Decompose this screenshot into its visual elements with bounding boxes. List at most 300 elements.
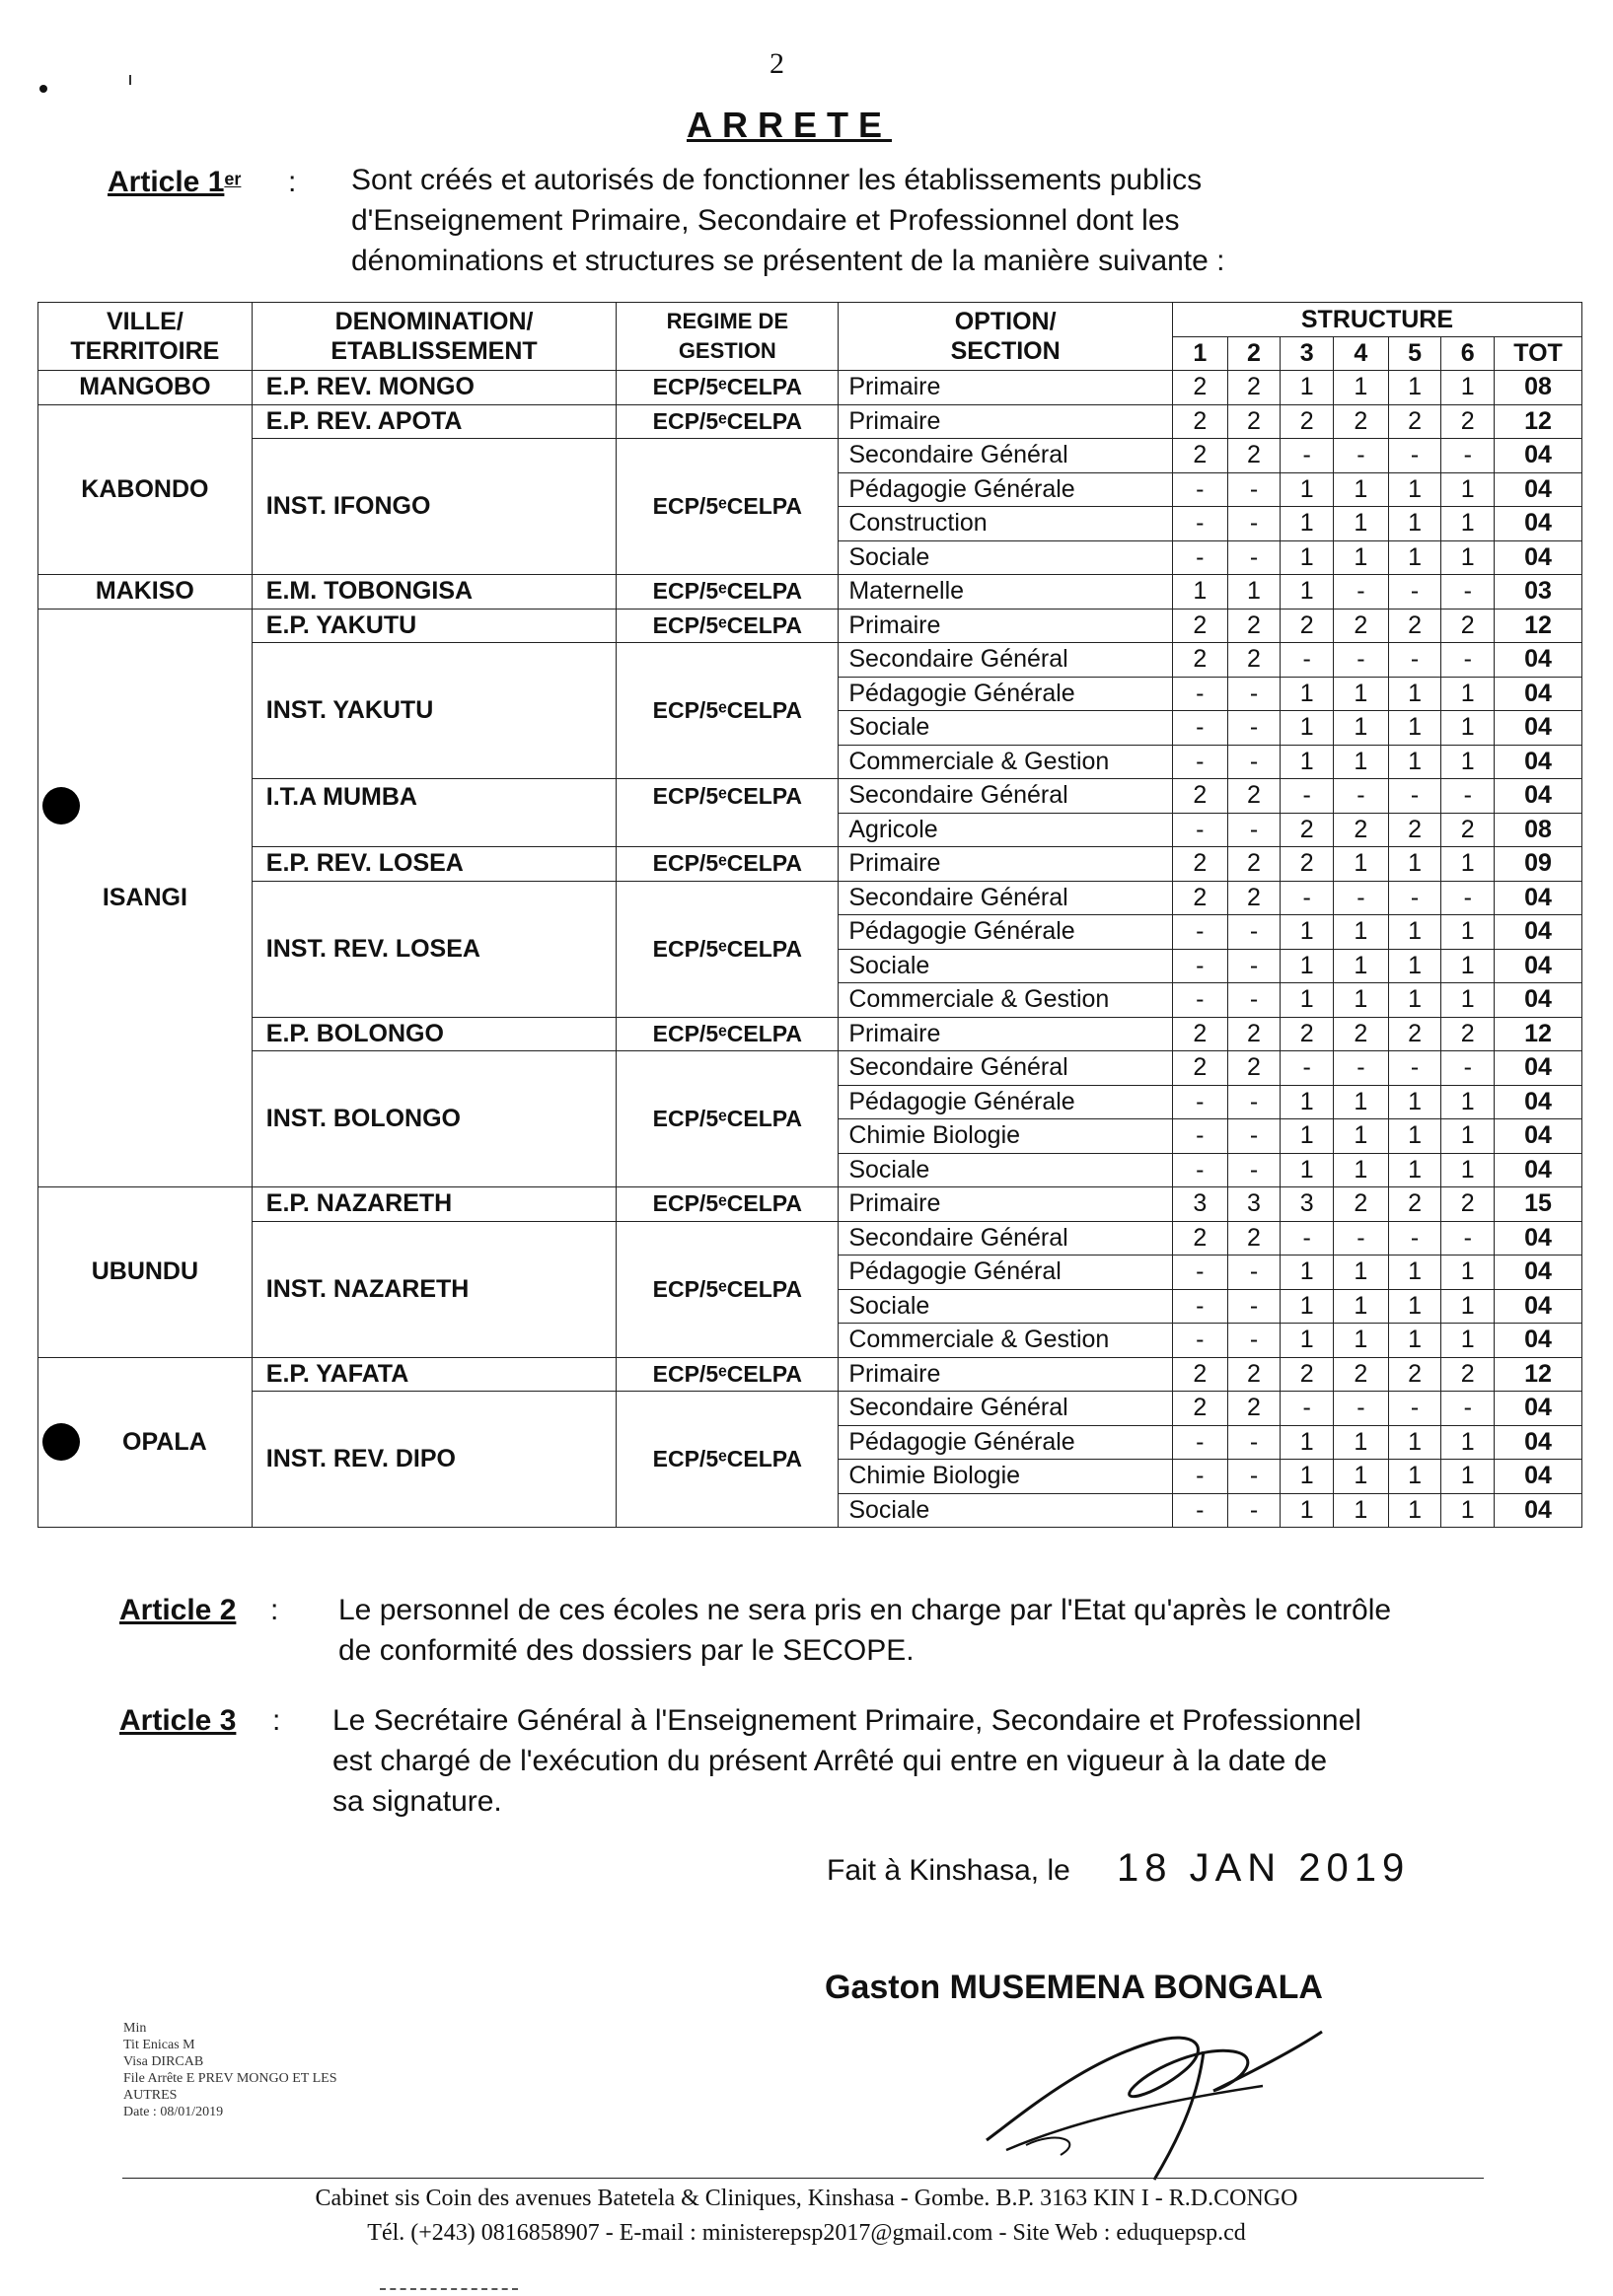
option-cell: Primaire bbox=[839, 1187, 1173, 1222]
year-cell: - bbox=[1334, 439, 1389, 473]
year-cell: 1 bbox=[1281, 575, 1334, 610]
total-cell: 04 bbox=[1495, 1324, 1582, 1358]
year-cell: - bbox=[1227, 813, 1281, 847]
year-cell: 1 bbox=[1441, 1460, 1495, 1494]
option-cell: Secondaire Général bbox=[839, 779, 1173, 814]
year-cell: - bbox=[1227, 1085, 1281, 1119]
year-cell: - bbox=[1281, 779, 1334, 814]
year-cell: 2 bbox=[1227, 1392, 1281, 1426]
year-cell: 1 bbox=[1281, 1493, 1334, 1528]
option-cell: Commerciale & Gestion bbox=[839, 745, 1173, 779]
option-cell: Commerciale & Gestion bbox=[839, 1324, 1173, 1358]
year-cell: - bbox=[1388, 1051, 1441, 1086]
year-cell: - bbox=[1227, 1153, 1281, 1187]
ville-cell: MAKISO bbox=[38, 575, 253, 610]
year-cell: - bbox=[1172, 1324, 1227, 1358]
year-cell: 1 bbox=[1281, 949, 1334, 983]
year-cell: 1 bbox=[1441, 1153, 1495, 1187]
regime-cell: ECP/5ᵉCELPA bbox=[617, 1051, 839, 1187]
year-cell: - bbox=[1281, 1051, 1334, 1086]
year-cell: - bbox=[1441, 575, 1495, 610]
regime-cell: ECP/5ᵉCELPA bbox=[617, 1017, 839, 1051]
year-cell: 2 bbox=[1227, 404, 1281, 439]
table-row bbox=[38, 439, 1582, 473]
year-cell: 1 bbox=[1388, 745, 1441, 779]
year-cell: 2 bbox=[1172, 881, 1227, 915]
year-cell: - bbox=[1227, 1460, 1281, 1494]
option-cell: Primaire bbox=[839, 1357, 1173, 1392]
year-cell: 1 bbox=[1388, 949, 1441, 983]
option-cell: Pédagogie Générale bbox=[839, 677, 1173, 711]
year-cell: - bbox=[1388, 779, 1441, 814]
table-row bbox=[38, 1357, 1582, 1392]
total-cell: 04 bbox=[1495, 1153, 1582, 1187]
year-cell: 2 bbox=[1441, 404, 1495, 439]
year-cell: 1 bbox=[1281, 1256, 1334, 1290]
year-cell: 1 bbox=[1441, 1493, 1495, 1528]
year-cell: 1 bbox=[1441, 847, 1495, 882]
year-cell: 1 bbox=[1334, 677, 1389, 711]
year-cell: 1 bbox=[1334, 1460, 1389, 1494]
regime-cell: ECP/5ᵉCELPA bbox=[617, 575, 839, 610]
year-cell: 1 bbox=[1441, 949, 1495, 983]
option-cell: Chimie Biologie bbox=[839, 1119, 1173, 1154]
total-cell: 04 bbox=[1495, 1289, 1582, 1324]
regime-cell: ECP/5ᵉCELPA bbox=[617, 1187, 839, 1222]
header-regime: REGIME DE GESTION bbox=[617, 303, 839, 371]
option-cell: Commerciale & Gestion bbox=[839, 983, 1173, 1018]
year-cell: 1 bbox=[1388, 1153, 1441, 1187]
year-cell: 1 bbox=[1388, 1289, 1441, 1324]
total-cell: 12 bbox=[1495, 404, 1582, 439]
school-name-cell: INST. NAZARETH bbox=[252, 1221, 617, 1357]
year-cell: 2 bbox=[1172, 439, 1227, 473]
header-year-4: 4 bbox=[1334, 336, 1389, 371]
regime-cell: ECP/5ᵉCELPA bbox=[617, 404, 839, 439]
year-cell: - bbox=[1334, 1392, 1389, 1426]
page-number: 2 bbox=[770, 47, 784, 80]
school-name-cell: E.P. NAZARETH bbox=[252, 1187, 617, 1222]
year-cell: 1 bbox=[1334, 472, 1389, 507]
total-cell: 04 bbox=[1495, 439, 1582, 473]
year-cell: - bbox=[1172, 1460, 1227, 1494]
table-row bbox=[38, 404, 1582, 439]
year-cell: - bbox=[1227, 677, 1281, 711]
signer-name: Gaston MUSEMENA BONGALA bbox=[825, 1969, 1323, 2006]
year-cell: - bbox=[1227, 745, 1281, 779]
table-row bbox=[38, 609, 1582, 643]
year-cell: 2 bbox=[1441, 1357, 1495, 1392]
total-cell: 09 bbox=[1495, 847, 1582, 882]
year-cell: - bbox=[1172, 1425, 1227, 1460]
year-cell: 1 bbox=[1441, 1289, 1495, 1324]
year-cell: - bbox=[1334, 643, 1389, 678]
year-cell: 2 bbox=[1172, 1221, 1227, 1256]
year-cell: 1 bbox=[1441, 1425, 1495, 1460]
year-cell: - bbox=[1227, 507, 1281, 541]
option-cell: Pédagogie Général bbox=[839, 1256, 1173, 1290]
year-cell: - bbox=[1227, 1256, 1281, 1290]
article1-line1: Sont créés et autorisés de fonctionner les établissements publics bbox=[351, 164, 1203, 196]
option-cell: Maternelle bbox=[839, 575, 1173, 610]
total-cell: 04 bbox=[1495, 711, 1582, 746]
bullet-mark bbox=[42, 1423, 80, 1461]
year-cell: - bbox=[1172, 813, 1227, 847]
year-cell: - bbox=[1227, 915, 1281, 950]
option-cell: Pédagogie Générale bbox=[839, 1425, 1173, 1460]
year-cell: 2 bbox=[1334, 609, 1389, 643]
table-row bbox=[38, 1392, 1582, 1426]
year-cell: - bbox=[1388, 1221, 1441, 1256]
table-row bbox=[38, 575, 1582, 610]
article2-label: Article 2 bbox=[119, 1594, 237, 1626]
year-cell: 1 bbox=[1441, 371, 1495, 405]
year-cell: - bbox=[1227, 540, 1281, 575]
year-cell: 2 bbox=[1441, 609, 1495, 643]
total-cell: 04 bbox=[1495, 1085, 1582, 1119]
year-cell: 1 bbox=[1388, 371, 1441, 405]
year-cell: 2 bbox=[1334, 1187, 1389, 1222]
header-year-3: 3 bbox=[1281, 336, 1334, 371]
option-cell: Secondaire Général bbox=[839, 1392, 1173, 1426]
scan-mark bbox=[39, 85, 47, 93]
year-cell: 2 bbox=[1227, 1357, 1281, 1392]
year-cell: 1 bbox=[1441, 711, 1495, 746]
year-cell: 1 bbox=[1334, 1425, 1389, 1460]
year-cell: - bbox=[1388, 881, 1441, 915]
year-cell: 2 bbox=[1388, 1357, 1441, 1392]
total-cell: 08 bbox=[1495, 371, 1582, 405]
year-cell: 1 bbox=[1334, 1289, 1389, 1324]
year-cell: - bbox=[1334, 779, 1389, 814]
year-cell: 2 bbox=[1227, 439, 1281, 473]
year-cell: - bbox=[1172, 1289, 1227, 1324]
regime-cell: ECP/5ᵉCELPA bbox=[617, 881, 839, 1017]
option-cell: Secondaire Général bbox=[839, 643, 1173, 678]
total-cell: 04 bbox=[1495, 1221, 1582, 1256]
year-cell: - bbox=[1172, 507, 1227, 541]
option-cell: Chimie Biologie bbox=[839, 1460, 1173, 1494]
year-cell: - bbox=[1172, 1119, 1227, 1154]
school-name-cell: INST. REV. LOSEA bbox=[252, 881, 617, 1017]
option-cell: Primaire bbox=[839, 1017, 1173, 1051]
year-cell: - bbox=[1334, 881, 1389, 915]
article1-line2: d'Enseignement Primaire, Secondaire et Professionnel dont les bbox=[351, 204, 1180, 237]
school-name-cell: E.P. REV. APOTA bbox=[252, 404, 617, 439]
article3-line2: est chargé de l'exécution du présent Arrêté qui entre en vigueur à la date de bbox=[332, 1745, 1328, 1777]
year-cell: 1 bbox=[1388, 711, 1441, 746]
year-cell: 2 bbox=[1334, 1017, 1389, 1051]
year-cell: - bbox=[1227, 983, 1281, 1018]
ville-cell: ISANGI bbox=[38, 609, 253, 1187]
total-cell: 04 bbox=[1495, 1051, 1582, 1086]
year-cell: - bbox=[1281, 643, 1334, 678]
year-cell: 1 bbox=[1281, 507, 1334, 541]
header-structure: STRUCTURE bbox=[1172, 303, 1581, 337]
year-cell: - bbox=[1281, 1221, 1334, 1256]
year-cell: - bbox=[1172, 949, 1227, 983]
year-cell: 1 bbox=[1441, 540, 1495, 575]
regime-cell: ECP/5ᵉCELPA bbox=[617, 371, 839, 405]
year-cell: 2 bbox=[1281, 609, 1334, 643]
year-cell: - bbox=[1227, 472, 1281, 507]
option-cell: Agricole bbox=[839, 813, 1173, 847]
table-row bbox=[38, 779, 1582, 814]
year-cell: 1 bbox=[1334, 1119, 1389, 1154]
school-name-cell: E.P. REV. LOSEA bbox=[252, 847, 617, 882]
year-cell: 2 bbox=[1227, 779, 1281, 814]
year-cell: - bbox=[1172, 915, 1227, 950]
total-cell: 12 bbox=[1495, 609, 1582, 643]
year-cell: 2 bbox=[1227, 1017, 1281, 1051]
year-cell: 2 bbox=[1334, 404, 1389, 439]
article2-colon: : bbox=[270, 1594, 279, 1626]
year-cell: 1 bbox=[1281, 1085, 1334, 1119]
year-cell: - bbox=[1441, 1051, 1495, 1086]
total-cell: 04 bbox=[1495, 1392, 1582, 1426]
year-cell: 1 bbox=[1281, 1119, 1334, 1154]
year-cell: 1 bbox=[1388, 507, 1441, 541]
regime-cell: ECP/5ᵉCELPA bbox=[617, 609, 839, 643]
year-cell: 1 bbox=[1281, 472, 1334, 507]
year-cell: - bbox=[1172, 745, 1227, 779]
total-cell: 04 bbox=[1495, 1425, 1582, 1460]
year-cell: - bbox=[1227, 1119, 1281, 1154]
year-cell: 1 bbox=[1281, 371, 1334, 405]
ville-cell: MANGOBO bbox=[38, 371, 253, 405]
year-cell: 2 bbox=[1441, 813, 1495, 847]
year-cell: 1 bbox=[1388, 1119, 1441, 1154]
year-cell: 1 bbox=[1388, 915, 1441, 950]
article3-colon: : bbox=[272, 1704, 281, 1737]
footer-contact: Tél. (+243) 0816858907 - E-mail : ministerepsp2017@gmail.com - Site Web : eduquepsp.cd bbox=[367, 2220, 1246, 2246]
year-cell: 1 bbox=[1334, 1256, 1389, 1290]
year-cell: 1 bbox=[1388, 1324, 1441, 1358]
year-cell: 1 bbox=[1281, 1324, 1334, 1358]
table-row bbox=[38, 1221, 1582, 1256]
year-cell: 2 bbox=[1334, 813, 1389, 847]
header-option: OPTION/ SECTION bbox=[839, 303, 1173, 371]
year-cell: 2 bbox=[1172, 643, 1227, 678]
year-cell: 2 bbox=[1388, 1017, 1441, 1051]
bullet-mark bbox=[42, 787, 80, 825]
article1-colon: : bbox=[288, 166, 297, 198]
year-cell: 1 bbox=[1388, 1256, 1441, 1290]
article1-label-wrap bbox=[108, 166, 241, 199]
year-cell: 2 bbox=[1441, 1187, 1495, 1222]
initials-block: Min Tit Enicas M Visa DIRCAB File Arrête E PREV MONGO ET LES AUTRES Date : 08/01/2019 bbox=[123, 2021, 337, 2119]
school-name-cell: INST. IFONGO bbox=[252, 439, 617, 575]
article2-line2: de conformité des dossiers par le SECOPE. bbox=[338, 1634, 915, 1667]
year-cell: 1 bbox=[1334, 983, 1389, 1018]
year-cell: 1 bbox=[1281, 745, 1334, 779]
header-year-1: 1 bbox=[1172, 336, 1227, 371]
school-name-cell: E.M. TOBONGISA bbox=[252, 575, 617, 610]
option-cell: Pédagogie Générale bbox=[839, 915, 1173, 950]
option-cell: Sociale bbox=[839, 949, 1173, 983]
year-cell: - bbox=[1227, 1425, 1281, 1460]
total-cell: 04 bbox=[1495, 1493, 1582, 1528]
total-cell: 04 bbox=[1495, 983, 1582, 1018]
year-cell: 2 bbox=[1227, 1051, 1281, 1086]
scan-tick bbox=[129, 75, 131, 85]
year-cell: - bbox=[1172, 472, 1227, 507]
year-cell: 1 bbox=[1334, 745, 1389, 779]
year-cell: 1 bbox=[1334, 711, 1389, 746]
header-ville: VILLE/ TERRITOIRE bbox=[38, 303, 253, 371]
table-row bbox=[38, 1187, 1582, 1222]
regime-cell: ECP/5ᵉCELPA bbox=[617, 1221, 839, 1357]
year-cell: 1 bbox=[1441, 745, 1495, 779]
header-year-2: 2 bbox=[1227, 336, 1281, 371]
date-stamp: 18 JAN 2019 bbox=[1117, 1846, 1411, 1890]
year-cell: - bbox=[1334, 1051, 1389, 1086]
article2-line1: Le personnel de ces écoles ne sera pris en charge par l'Etat qu'après le contrôle bbox=[338, 1594, 1392, 1626]
article3-line1: Le Secrétaire Général à l'Enseignement Primaire, Secondaire et Professionnel bbox=[332, 1704, 1361, 1737]
footer-rule bbox=[122, 2178, 1484, 2179]
option-cell: Secondaire Général bbox=[839, 439, 1173, 473]
year-cell: 1 bbox=[1334, 507, 1389, 541]
regime-cell: ECP/5ᵉCELPA bbox=[617, 439, 839, 575]
year-cell: 1 bbox=[1388, 1493, 1441, 1528]
year-cell: 1 bbox=[1172, 575, 1227, 610]
article1-label: Article 1 bbox=[108, 166, 225, 198]
header-denomination: DENOMINATION/ ETABLISSEMENT bbox=[252, 303, 617, 371]
header-year-tot: TOT bbox=[1495, 336, 1582, 371]
year-cell: 2 bbox=[1172, 609, 1227, 643]
year-cell: - bbox=[1172, 983, 1227, 1018]
year-cell: - bbox=[1172, 1153, 1227, 1187]
year-cell: 1 bbox=[1441, 915, 1495, 950]
year-cell: 1 bbox=[1281, 1289, 1334, 1324]
total-cell: 04 bbox=[1495, 915, 1582, 950]
table-row bbox=[38, 1051, 1582, 1086]
option-cell: Pédagogie Générale bbox=[839, 472, 1173, 507]
year-cell: - bbox=[1227, 711, 1281, 746]
year-cell: 1 bbox=[1334, 1153, 1389, 1187]
total-cell: 03 bbox=[1495, 575, 1582, 610]
year-cell: 1 bbox=[1388, 1425, 1441, 1460]
year-cell: 1 bbox=[1441, 472, 1495, 507]
year-cell: 2 bbox=[1227, 643, 1281, 678]
year-cell: 1 bbox=[1388, 472, 1441, 507]
school-name-cell: I.T.A MUMBA bbox=[252, 779, 617, 847]
year-cell: - bbox=[1172, 1085, 1227, 1119]
year-cell: 2 bbox=[1172, 1017, 1227, 1051]
year-cell: - bbox=[1388, 575, 1441, 610]
total-cell: 04 bbox=[1495, 507, 1582, 541]
document-title: ARRETE bbox=[686, 105, 892, 145]
year-cell: 1 bbox=[1334, 1085, 1389, 1119]
school-name-cell: INST. BOLONGO bbox=[252, 1051, 617, 1187]
year-cell: - bbox=[1441, 1221, 1495, 1256]
year-cell: 2 bbox=[1172, 1051, 1227, 1086]
year-cell: 1 bbox=[1281, 677, 1334, 711]
year-cell: - bbox=[1334, 1221, 1389, 1256]
table-row bbox=[38, 847, 1582, 882]
year-cell: 2 bbox=[1388, 404, 1441, 439]
option-cell: Sociale bbox=[839, 1153, 1173, 1187]
year-cell: 2 bbox=[1281, 1357, 1334, 1392]
table-row bbox=[38, 371, 1582, 405]
year-cell: - bbox=[1441, 779, 1495, 814]
year-cell: - bbox=[1334, 575, 1389, 610]
year-cell: 1 bbox=[1441, 983, 1495, 1018]
footer-address: Cabinet sis Coin des avenues Batetela & Cliniques, Kinshasa - Gombe. B.P. 3163 KIN I - R.D.CONGO bbox=[315, 2186, 1298, 2211]
header-year-6: 6 bbox=[1441, 336, 1495, 371]
year-cell: - bbox=[1281, 881, 1334, 915]
year-cell: - bbox=[1172, 711, 1227, 746]
article1-line3: dénominations et structures se présentent de la manière suivante : bbox=[351, 245, 1225, 277]
year-cell: - bbox=[1227, 1324, 1281, 1358]
place-label: Fait à Kinshasa, le bbox=[827, 1854, 1070, 1887]
school-name-cell: INST. YAKUTU bbox=[252, 643, 617, 779]
year-cell: 1 bbox=[1441, 507, 1495, 541]
article3-line3: sa signature. bbox=[332, 1785, 502, 1818]
year-cell: 1 bbox=[1334, 949, 1389, 983]
option-cell: Secondaire Général bbox=[839, 881, 1173, 915]
year-cell: 1 bbox=[1281, 1425, 1334, 1460]
option-cell: Secondaire Général bbox=[839, 1051, 1173, 1086]
header-year-5: 5 bbox=[1388, 336, 1441, 371]
table-row bbox=[38, 881, 1582, 915]
article1-text bbox=[351, 160, 1466, 281]
total-cell: 04 bbox=[1495, 472, 1582, 507]
year-cell: 1 bbox=[1441, 677, 1495, 711]
year-cell: 2 bbox=[1334, 1357, 1389, 1392]
year-cell: 1 bbox=[1441, 1085, 1495, 1119]
year-cell: 1 bbox=[1281, 983, 1334, 1018]
total-cell: 08 bbox=[1495, 813, 1582, 847]
option-cell: Sociale bbox=[839, 711, 1173, 746]
school-name-cell: E.P. YAKUTU bbox=[252, 609, 617, 643]
year-cell: 1 bbox=[1334, 1493, 1389, 1528]
year-cell: - bbox=[1227, 1289, 1281, 1324]
option-cell: Secondaire Général bbox=[839, 1221, 1173, 1256]
year-cell: 3 bbox=[1227, 1187, 1281, 1222]
year-cell: - bbox=[1172, 540, 1227, 575]
year-cell: 1 bbox=[1441, 1256, 1495, 1290]
year-cell: 2 bbox=[1227, 371, 1281, 405]
year-cell: 2 bbox=[1172, 779, 1227, 814]
year-cell: - bbox=[1388, 439, 1441, 473]
year-cell: 1 bbox=[1281, 711, 1334, 746]
total-cell: 04 bbox=[1495, 779, 1582, 814]
year-cell: 1 bbox=[1388, 1085, 1441, 1119]
year-cell: 1 bbox=[1441, 1324, 1495, 1358]
year-cell: - bbox=[1441, 1392, 1495, 1426]
year-cell: 1 bbox=[1388, 983, 1441, 1018]
year-cell: 2 bbox=[1388, 813, 1441, 847]
article3-text bbox=[332, 1700, 1477, 1822]
structure-table bbox=[37, 302, 1582, 1528]
article2-text bbox=[338, 1590, 1473, 1671]
signature bbox=[967, 1992, 1342, 2189]
year-cell: 1 bbox=[1227, 575, 1281, 610]
year-cell: 2 bbox=[1172, 847, 1227, 882]
year-cell: 2 bbox=[1172, 1392, 1227, 1426]
year-cell: - bbox=[1388, 643, 1441, 678]
year-cell: 2 bbox=[1172, 1357, 1227, 1392]
total-cell: 12 bbox=[1495, 1357, 1582, 1392]
total-cell: 04 bbox=[1495, 643, 1582, 678]
year-cell: - bbox=[1172, 677, 1227, 711]
year-cell: - bbox=[1227, 949, 1281, 983]
table-row bbox=[38, 643, 1582, 678]
total-cell: 04 bbox=[1495, 1256, 1582, 1290]
year-cell: 2 bbox=[1227, 881, 1281, 915]
year-cell: 1 bbox=[1388, 677, 1441, 711]
